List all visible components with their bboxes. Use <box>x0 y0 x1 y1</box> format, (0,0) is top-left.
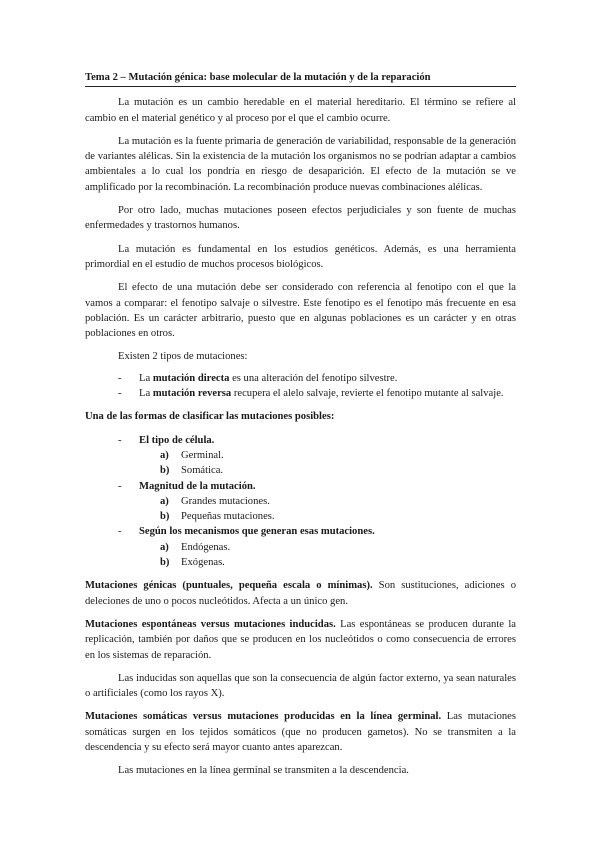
classification-list <box>85 433 516 571</box>
sublist-marker: b) <box>160 557 170 569</box>
document-title: Tema 2 – Mutación génica: base molecular de la mutación y de la reparación <box>85 70 516 87</box>
list-item-text: La <box>139 388 153 400</box>
sublist-item <box>160 540 516 555</box>
list-item-mechanisms <box>118 524 516 570</box>
paragraph-genetic-studies: La mutación es fundamental en los estudios genéticos. Además, es una herramienta primordial en el estudio de muchos procesos biológicos. <box>85 243 516 270</box>
list-item-label: Según los mecanismos que generan esas mutaciones. <box>139 526 375 538</box>
sublist-marker: b) <box>160 465 170 477</box>
paragraph-spontaneous-induced <box>85 617 516 663</box>
sublist-text: Germinal. <box>181 449 224 461</box>
list-item-term: mutación reversa <box>152 388 232 400</box>
sublist-item <box>160 463 516 478</box>
paragraph-types-intro: Existen 2 tipos de mutaciones: <box>118 351 248 363</box>
paragraph-term: Mutaciones génicas (puntuales, pequeña escala o mínimas). <box>85 580 373 592</box>
paragraph-text: Las mutaciones somáticas surgen en los tejidos somáticos (que no producen gametos). No se transmiten a la descendencia y su efecto será mayor cuanto antes aparezcan. <box>85 711 516 753</box>
sublist-text: Endógenas. <box>181 541 231 553</box>
classification-heading: Una de las formas de clasificar las mutaciones posibles: <box>85 411 335 423</box>
paragraph-text: Las espontáneas se producen durante la replicación, también por daños que se producen en los nucleótidos o como consecuencia de errores en los sistemas de reparación. <box>85 618 516 661</box>
sublist-item <box>160 494 516 509</box>
sublist-text: Pequeñas mutaciones. <box>181 511 275 523</box>
paragraph-wild-phenotype: El efecto de una mutación debe ser considerado con referencia al fenotipo con el que la vamos a comparar: el fenotipo salvaje o silvestre. Este fenotipo es el fenotipo más frecuente en esa población. Es un carácter arbitrario, puesto que en algunas poblaciones es un carácter y en otras poblaciones en otros. <box>85 282 516 340</box>
list-item-magnitude <box>118 479 516 525</box>
paragraph-definition: La mutación es un cambio heredable en el material hereditario. El término se refiere al cambio en el material genético y al proceso por el que el cambio ocurre. <box>85 97 516 124</box>
list-item-label: El tipo de célula. <box>139 434 215 446</box>
list-item-label: Magnitud de la mutación. <box>139 480 256 492</box>
list-item-text: es una alteración del fenotipo silvestre. <box>229 372 398 384</box>
list-item-cell-type <box>118 433 516 479</box>
sublist <box>139 448 516 479</box>
paragraph-variability: La mutación es la fuente primaria de generación de variabilidad, responsable de la generación de variantes alélicas. Sin la existencia de la mutación los organismos no se podrían adaptar a cambios ambientales a lo cual los pondría en riesgo de desaparición. El efecto de la mutación se ve amplificado por la recombinación. La recombinación produce nuevas combinaciones alélicas. <box>85 135 516 193</box>
paragraph-term: Mutaciones espontáneas versus mutaciones inducidas. <box>85 618 336 630</box>
sublist-item <box>160 555 516 570</box>
paragraph-harmful-effects: Por otro lado, muchas mutaciones poseen efectos perjudiciales y son fuente de muchas enfermedades y trastornos humanos. <box>85 205 516 232</box>
mutation-types-list <box>85 371 516 402</box>
paragraph-induced: Las inducidas son aquellas que son la consecuencia de algún factor externo, ya sean naturales o artificiales (como los rayos X). <box>85 672 516 700</box>
paragraph-somatic-germline <box>85 709 516 755</box>
list-item-text: recupera el alelo salvaje, revierte el fenotipo mutante al salvaje. <box>231 388 504 400</box>
list-item-reverse-mutation <box>118 386 516 401</box>
sublist-marker: b) <box>160 511 170 523</box>
sublist-marker: a) <box>160 541 169 553</box>
sublist-text: Somática. <box>181 465 224 477</box>
paragraph-germline: Las mutaciones en la línea germinal se transmiten a la descendencia. <box>118 765 409 777</box>
sublist <box>139 540 516 571</box>
paragraph-term: Mutaciones somáticas versus mutaciones producidas en la línea germinal. <box>85 711 442 723</box>
sublist <box>139 494 516 525</box>
sublist-item <box>160 509 516 524</box>
sublist-marker: a) <box>160 495 169 507</box>
sublist-text: Grandes mutaciones. <box>181 495 270 507</box>
list-item-text: La <box>139 372 153 384</box>
paragraph-text: Son sustituciones, adiciones o deleciones de uno o pocos nucleótidos. Afecta a un único gen. <box>85 580 516 607</box>
paragraph-genic-mutations <box>85 578 516 609</box>
sublist-text: Exógenas. <box>181 557 225 569</box>
sublist-marker: a) <box>160 449 169 461</box>
list-item-direct-mutation <box>118 371 516 386</box>
sublist-item <box>160 448 516 463</box>
list-item-term: mutación directa <box>152 372 230 384</box>
